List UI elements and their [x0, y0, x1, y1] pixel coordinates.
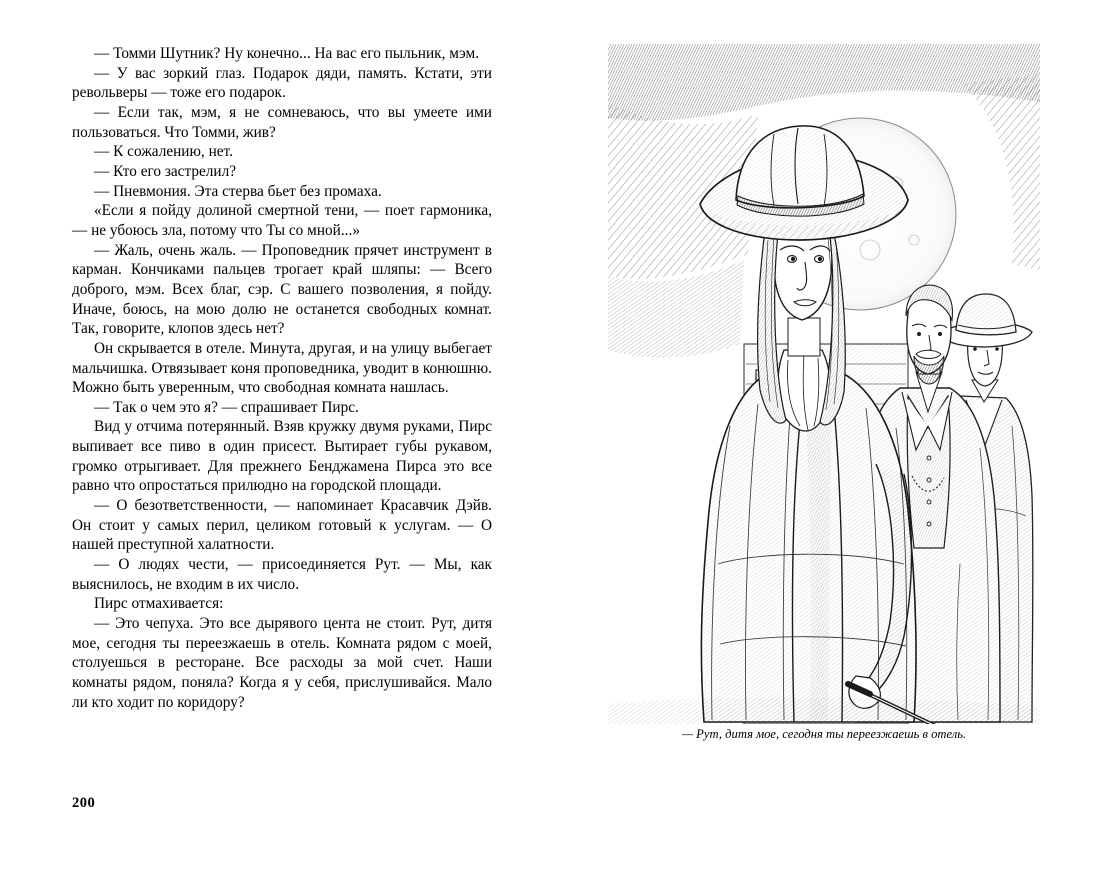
- paragraph: Пирс отмахивается:: [94, 595, 224, 613]
- paragraph: — О людях чести, — присоединяется Рут. — Мы, как выяснилось, не входим в их число.: [72, 556, 492, 593]
- paragraph: — Пневмония. Эта стерва бьет без промаха.: [94, 182, 382, 200]
- paragraph: — Так о чем это я? — спрашивает Пирс.: [94, 398, 359, 416]
- illustration-drawing: [608, 44, 1040, 724]
- paragraph: — Если так, мэм, я не сомневаюсь, что вы умеете ими пользоваться. Что Томми, жив?: [72, 103, 492, 141]
- paragraph: — Томми Шутник? Ну конечно... На вас его пыльник, мэм.: [94, 45, 480, 62]
- paragraph: — О безответственности, — напоминает Красавчик Дэйв. Он стоит у самых перил, целиком готовый к услугам. — О нашей преступной халатности.: [72, 497, 492, 554]
- paragraph: — К сожалению, нет.: [94, 143, 233, 161]
- paragraph: — У вас зоркий глаз. Подарок дяди, память. Кстати, эти револьверы — тоже его подарок.: [72, 64, 492, 102]
- page-number: 200: [72, 795, 96, 811]
- illustration: [608, 44, 1040, 724]
- paragraph: «Если я пойду долиной смертной тени, — поет гармоника, — не убоюсь зла, потому что Ты со мной...»: [72, 202, 492, 239]
- paragraph: — Кто его застрелил?: [94, 162, 237, 180]
- paragraph: — Это чепуха. Это все дырявого цента не стоит. Рут, дитя мое, сегодня ты переезжаешь в отель. Комната рядом с моей, столуешься в ресторане. Все расходы за мой счет. Наши комнаты рядом, поняла? Когда я у себя, прислушивайся. Мало ли кто ходит по коридору?: [72, 615, 492, 711]
- paragraph: — Жаль, очень жаль. — Проповедник прячет инструмент в карман. Кончиками пальцев трогает край шляпы: — Всего доброго, мэм. Всех благ, сэр. С вашего позволения, я пойду. Иначе, боюсь, на мою долю не останется свободных комнат. Так, говорите, клопов здесь нет?: [72, 241, 492, 338]
- paragraph: Вид у отчима потерянный. Взяв кружку двумя руками, Пирс выпивает все пиво в один присест. Вытирает губы рукавом, громко отрыгивает. Для прежнего Бенджамена Пирса это все равно что опростаться прилюдно на городской площади.: [72, 418, 492, 495]
- paragraph: Он скрывается в отеле. Минута, другая, и на улицу выбегает мальчишка. Отвязывает коня проповедника, уводит в конюшню. Можно быть уверенным, что свободная комната нашлась.: [72, 339, 492, 397]
- text-column: [72, 44, 492, 712]
- illustration-caption: — Рут, дитя мое, сегодня ты переезжаешь в отель.: [681, 727, 967, 741]
